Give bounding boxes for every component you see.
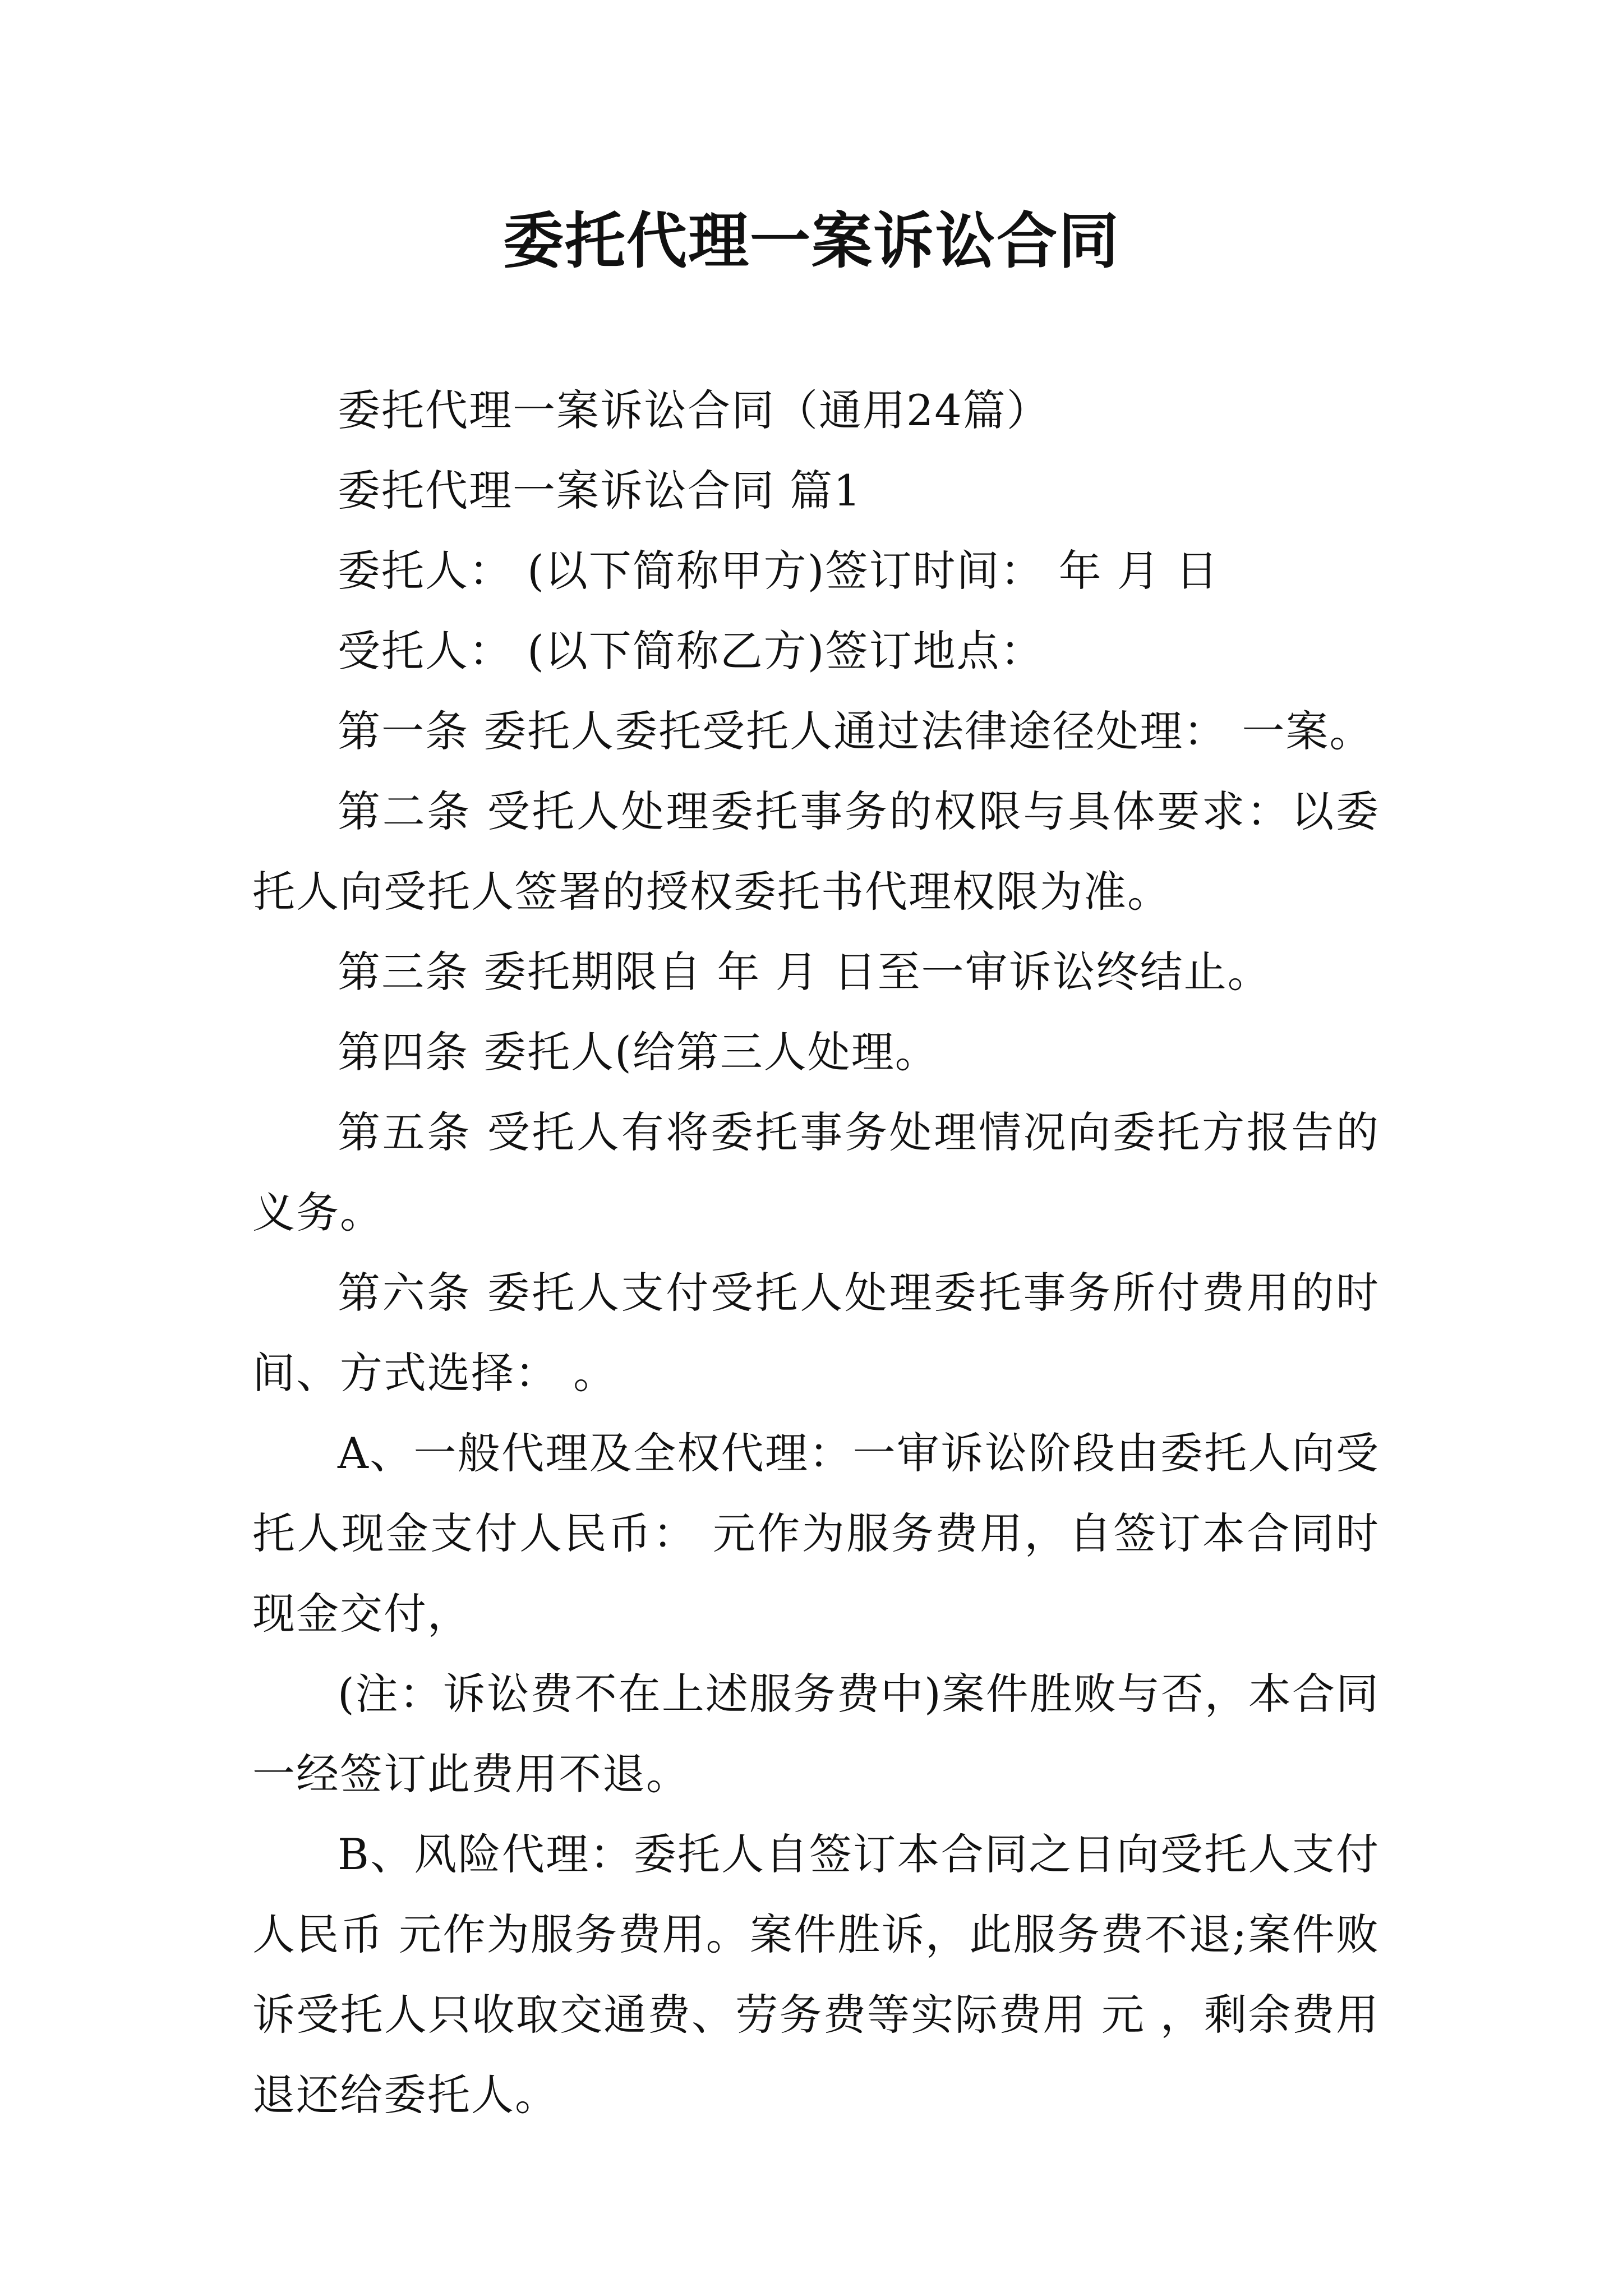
paragraph-note: (注：诉讼费不在上述服务费中)案件胜败与否，本合同一经签订此费用不退。: [252, 1669, 1380, 1799]
paragraph-agent: 受托人： (以下简称乙方)签订地点：: [338, 626, 1044, 676]
paragraph-article-5: 第五条 受托人有将委托事务处理情况向委托方报告的义务。: [252, 1107, 1380, 1237]
paragraph-heading: 委托代理一案诉讼合同（通用24篇）: [338, 385, 1050, 435]
paragraph-section-title: 委托代理一案诉讼合同 篇1: [338, 466, 862, 516]
paragraph-option-a: A、一般代理及全权代理：一审诉讼阶段由委托人向受托人现金支付人民币： 元作为服务费用，自签订本合同时现金交付，: [252, 1428, 1380, 1639]
paragraph-principal: 委托人： (以下简称甲方)签订时间： 年 月 日: [338, 546, 1219, 596]
document-body: [252, 370, 1380, 2135]
paragraph-article-1: 第一条 委托人委托受托人通过法律途径处理： 一案。: [338, 706, 1373, 756]
paragraph-article-3: 第三条 委托期限自 年 月 日至一审诉讼终结止。: [338, 947, 1271, 997]
document-title: 委托代理一案诉讼合同: [502, 206, 1120, 277]
paragraph-article-4: 第四条 委托人(给第三人处理。: [338, 1027, 939, 1077]
paragraph-article-2: 第二条 受托人处理委托事务的权限与具体要求：以委托人向受托人签署的授权委托书代理权限为准。: [252, 786, 1380, 917]
paragraph-article-6: 第六条 委托人支付受托人处理委托事务所付费用的时间、方式选择： 。: [252, 1268, 1380, 1398]
paragraph-option-b: B、风险代理：委托人自签订本合同之日向受托人支付人民币 元作为服务费用。案件胜诉，此服务费不退;案件败诉受托人只收取交通费、劳务费等实际费用 元 ，剩余费用退还给委托人。: [252, 1829, 1380, 2120]
